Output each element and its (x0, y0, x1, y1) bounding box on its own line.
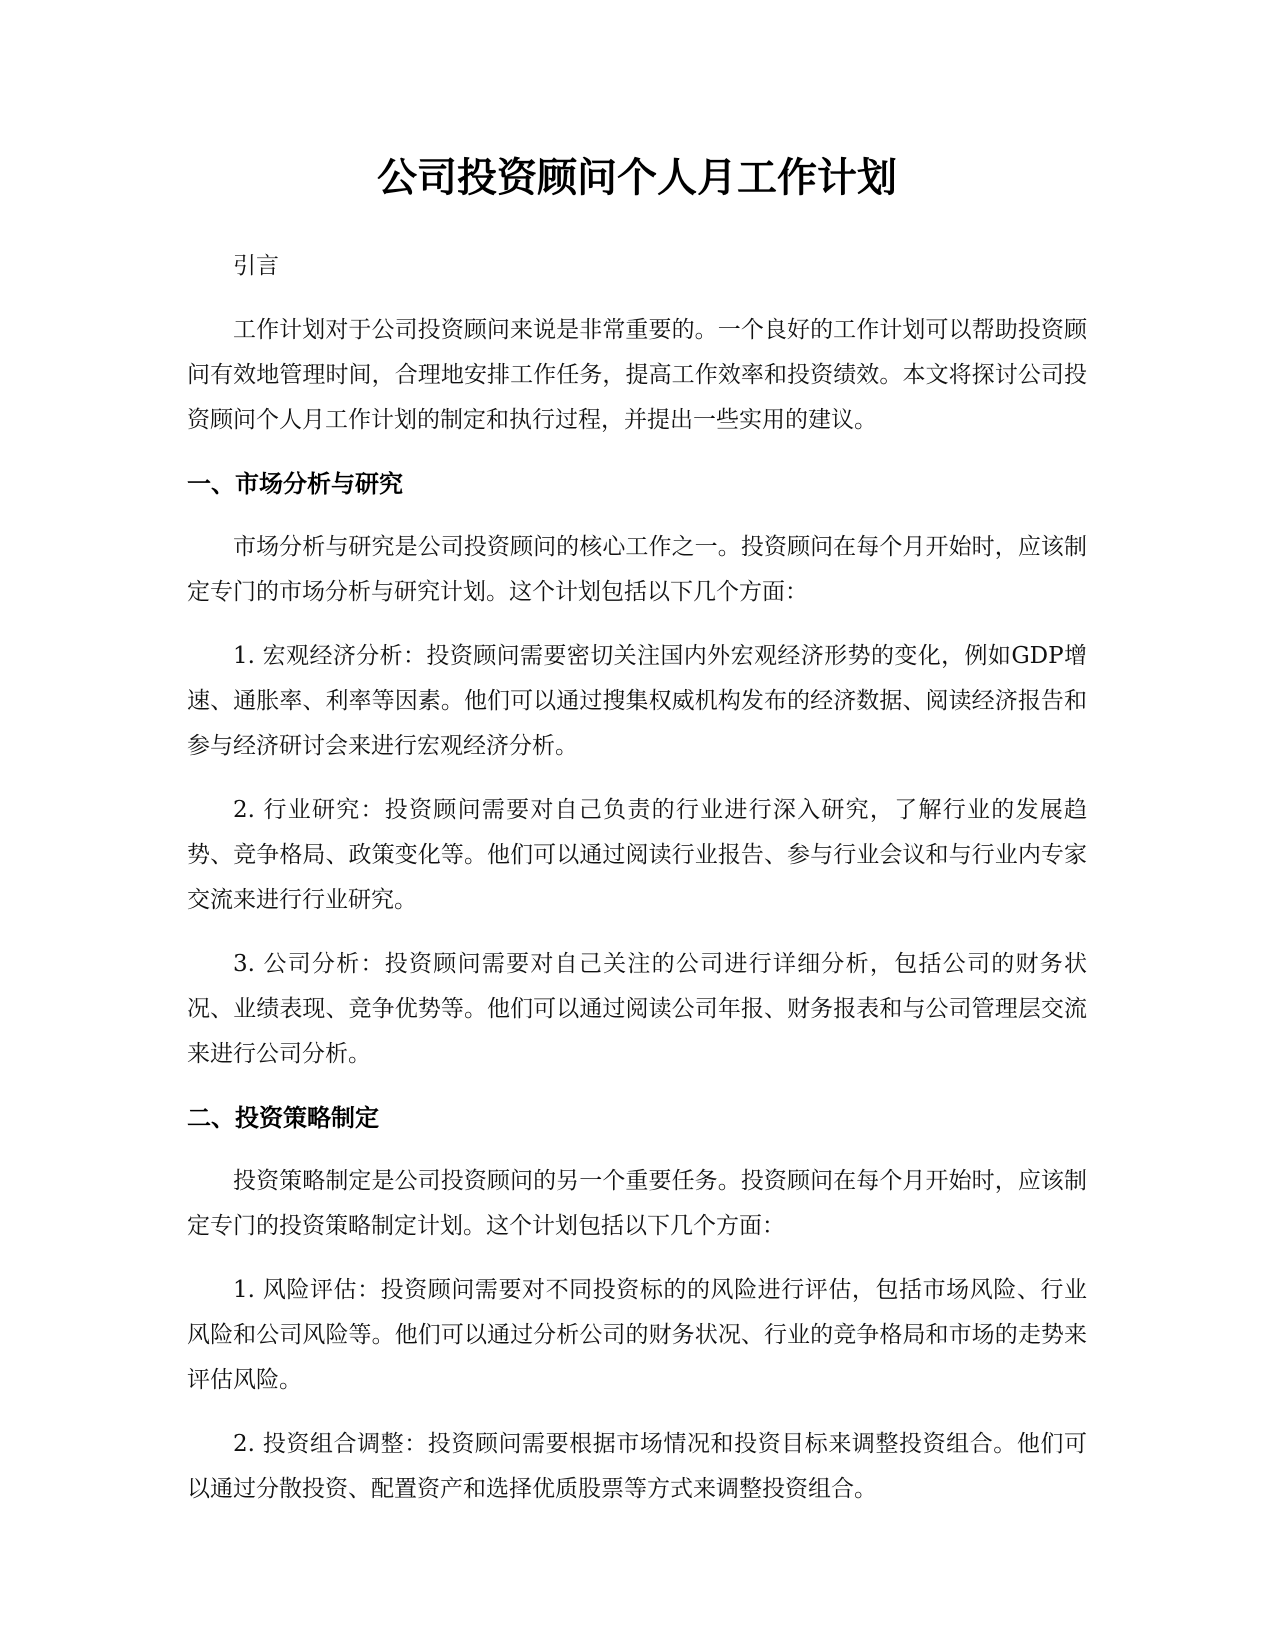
intro-label: 引言 (233, 253, 279, 279)
list-item-industry-research: 2. 行业研究：投资顾问需要对自己负责的行业进行深入研究，了解行业的发展趋势、竞争格局、政策变化等。他们可以通过阅读行业报告、参与行业会议和与行业内专家交流来进行行业研究。 (187, 797, 1087, 913)
list-item-portfolio-adjustment: 2. 投资组合调整：投资顾问需要根据市场情况和投资目标来调整投资组合。他们可以通过分散投资、配置资产和选择优质股票等方式来调整投资组合。 (187, 1431, 1087, 1502)
section-heading-market-analysis: 一、市场分析与研究 (187, 470, 403, 498)
section-intro-paragraph: 市场分析与研究是公司投资顾问的核心工作之一。投资顾问在每个月开始时，应该制定专门的市场分析与研究计划。这个计划包括以下几个方面： (187, 534, 1087, 605)
section-intro-paragraph: 投资策略制定是公司投资顾问的另一个重要任务。投资顾问在每个月开始时，应该制定专门的投资策略制定计划。这个计划包括以下几个方面： (187, 1168, 1087, 1239)
list-item-risk-assessment: 1. 风险评估：投资顾问需要对不同投资标的的风险进行评估，包括市场风险、行业风险和公司风险等。他们可以通过分析公司的财务状况、行业的竞争格局和市场的走势来评估风险。 (187, 1277, 1087, 1393)
document-content (187, 150, 1087, 1531)
intro-paragraph: 工作计划对于公司投资顾问来说是非常重要的。一个良好的工作计划可以帮助投资顾问有效地管理时间，合理地安排工作任务，提高工作效率和投资绩效。本文将探讨公司投资顾问个人月工作计划的制定和执行过程，并提出一些实用的建议。 (187, 317, 1087, 433)
document-title: 公司投资顾问个人月工作计划 (377, 155, 897, 201)
list-item-macro-analysis: 1. 宏观经济分析：投资顾问需要密切关注国内外宏观经济形势的变化，例如GDP增速、通胀率、利率等因素。他们可以通过搜集权威机构发布的经济数据、阅读经济报告和参与经济研讨会来进行宏观经济分析。 (187, 643, 1087, 759)
list-item-company-analysis: 3. 公司分析：投资顾问需要对自己关注的公司进行详细分析，包括公司的财务状况、业绩表现、竞争优势等。他们可以通过阅读公司年报、财务报表和与公司管理层交流来进行公司分析。 (187, 951, 1087, 1067)
section-heading-investment-strategy: 二、投资策略制定 (187, 1104, 379, 1132)
